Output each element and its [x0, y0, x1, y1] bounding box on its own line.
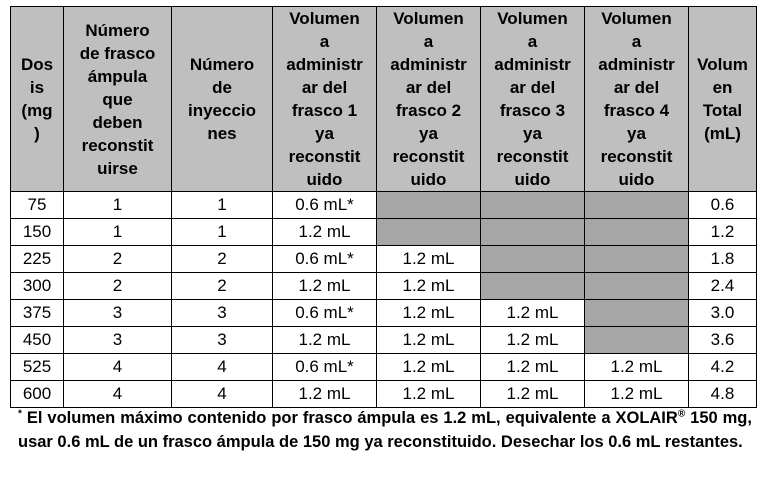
table-cell: 1.2 mL [377, 300, 481, 327]
table-row [11, 192, 757, 219]
table-cell: 1.2 mL [481, 300, 585, 327]
header-numero-frasco-label: Número de frasco ámpula que deben reconstit uirse [79, 20, 156, 178]
footnote-marker: * [18, 408, 22, 420]
header-volumen-frasco-3 [481, 7, 585, 192]
table-cell: 1.2 mL [481, 327, 585, 354]
table-cell: 1 [64, 192, 172, 219]
table-row [11, 381, 757, 408]
footnote-text-after: 150 mg, usar 0.6 mL de un frasco ámpula de 150 mg ya reconstituido. Desechar los 0.6 mL restantes. [18, 409, 752, 451]
table-cell: 0.6 [689, 192, 757, 219]
empty-shaded-cell [585, 273, 689, 300]
header-numero-inyecciones [172, 7, 273, 192]
table-cell: 4 [64, 354, 172, 381]
table-cell: 450 [11, 327, 64, 354]
table-row [11, 246, 757, 273]
dose-table [10, 6, 757, 408]
table-row [11, 300, 757, 327]
table-cell: 3 [64, 300, 172, 327]
empty-shaded-cell [377, 219, 481, 246]
table-row [11, 354, 757, 381]
header-volumen-frasco-3-label: Volumen a administr ar del frasco 3 ya reconstit uido [494, 9, 571, 189]
table-cell: 1 [172, 219, 273, 246]
header-volumen-total [689, 7, 757, 192]
header-numero-frasco [64, 7, 172, 192]
table-cell: 1.2 mL [481, 354, 585, 381]
table-row [11, 273, 757, 300]
header-volumen-frasco-4-label: Volumen a administr ar del frasco 4 ya reconstit uido [598, 9, 675, 189]
table-cell: 1.2 mL [377, 246, 481, 273]
empty-shaded-cell [585, 192, 689, 219]
empty-shaded-cell [585, 219, 689, 246]
table-cell: 1.2 mL [377, 273, 481, 300]
table-cell: 0.6 mL* [273, 192, 377, 219]
table-cell: 2 [64, 273, 172, 300]
table-cell: 1 [64, 219, 172, 246]
table-row [11, 327, 757, 354]
table-cell: 150 [11, 219, 64, 246]
table-header [11, 7, 757, 192]
table-cell: 2.4 [689, 273, 757, 300]
empty-shaded-cell [481, 219, 585, 246]
table-cell: 1.2 mL [273, 219, 377, 246]
header-volumen-frasco-1-label: Volumen a administr ar del frasco 1 ya reconstit uido [286, 9, 363, 189]
header-volumen-frasco-2-label: Volumen a administr ar del frasco 2 ya reconstit uido [390, 9, 467, 189]
table-cell: 0.6 mL* [273, 246, 377, 273]
table-cell: 0.6 mL* [273, 300, 377, 327]
table-cell: 4 [64, 381, 172, 408]
header-volumen-frasco-2 [377, 7, 481, 192]
table-cell: 300 [11, 273, 64, 300]
table-cell: 1.2 mL [585, 354, 689, 381]
table-cell: 225 [11, 246, 64, 273]
table-cell: 2 [172, 246, 273, 273]
table-cell: 1.2 mL [377, 381, 481, 408]
table-cell: 4.2 [689, 354, 757, 381]
footnote-text-before: El volumen máximo contenido por frasco ámpula es 1.2 mL, equivalente a XOLAIR [21, 409, 678, 427]
empty-shaded-cell [481, 192, 585, 219]
table-cell: 375 [11, 300, 64, 327]
table-cell: 0.6 mL* [273, 354, 377, 381]
empty-shaded-cell [585, 246, 689, 273]
table-cell: 3.6 [689, 327, 757, 354]
table-cell: 1.2 mL [377, 354, 481, 381]
header-dosis [11, 7, 64, 192]
empty-shaded-cell [481, 246, 585, 273]
table-cell: 1.2 mL [273, 327, 377, 354]
table-cell: 75 [11, 192, 64, 219]
table-cell: 1.2 mL [377, 327, 481, 354]
header-volumen-total-label: Volum en Total (mL) [697, 55, 748, 143]
table-body [11, 192, 757, 408]
header-volumen-frasco-1 [273, 7, 377, 192]
table-cell: 600 [11, 381, 64, 408]
table-cell: 1.2 mL [273, 381, 377, 408]
table-cell: 4 [172, 381, 273, 408]
table-cell: 1.2 [689, 219, 757, 246]
table-cell: 1.8 [689, 246, 757, 273]
table-cell: 1.2 mL [481, 381, 585, 408]
header-row [11, 7, 757, 192]
empty-shaded-cell [377, 192, 481, 219]
header-dosis-label: Dos is (mg ) [20, 55, 54, 143]
table-cell: 1.2 mL [273, 273, 377, 300]
footnote [18, 406, 752, 454]
table-cell: 4 [172, 354, 273, 381]
empty-shaded-cell [481, 273, 585, 300]
header-volumen-frasco-4 [585, 7, 689, 192]
table-cell: 2 [64, 246, 172, 273]
empty-shaded-cell [585, 300, 689, 327]
header-numero-inyecciones-label: Número de inyeccio nes [187, 55, 257, 143]
table-cell: 525 [11, 354, 64, 381]
table-cell: 3.0 [689, 300, 757, 327]
table-cell: 2 [172, 273, 273, 300]
table-row [11, 219, 757, 246]
table-cell: 4.8 [689, 381, 757, 408]
table-cell: 3 [172, 327, 273, 354]
trademark-symbol: ® [677, 408, 686, 420]
empty-shaded-cell [585, 327, 689, 354]
table-cell: 3 [172, 300, 273, 327]
table-cell: 1 [172, 192, 273, 219]
table-cell: 1.2 mL [585, 381, 689, 408]
table-cell: 3 [64, 327, 172, 354]
